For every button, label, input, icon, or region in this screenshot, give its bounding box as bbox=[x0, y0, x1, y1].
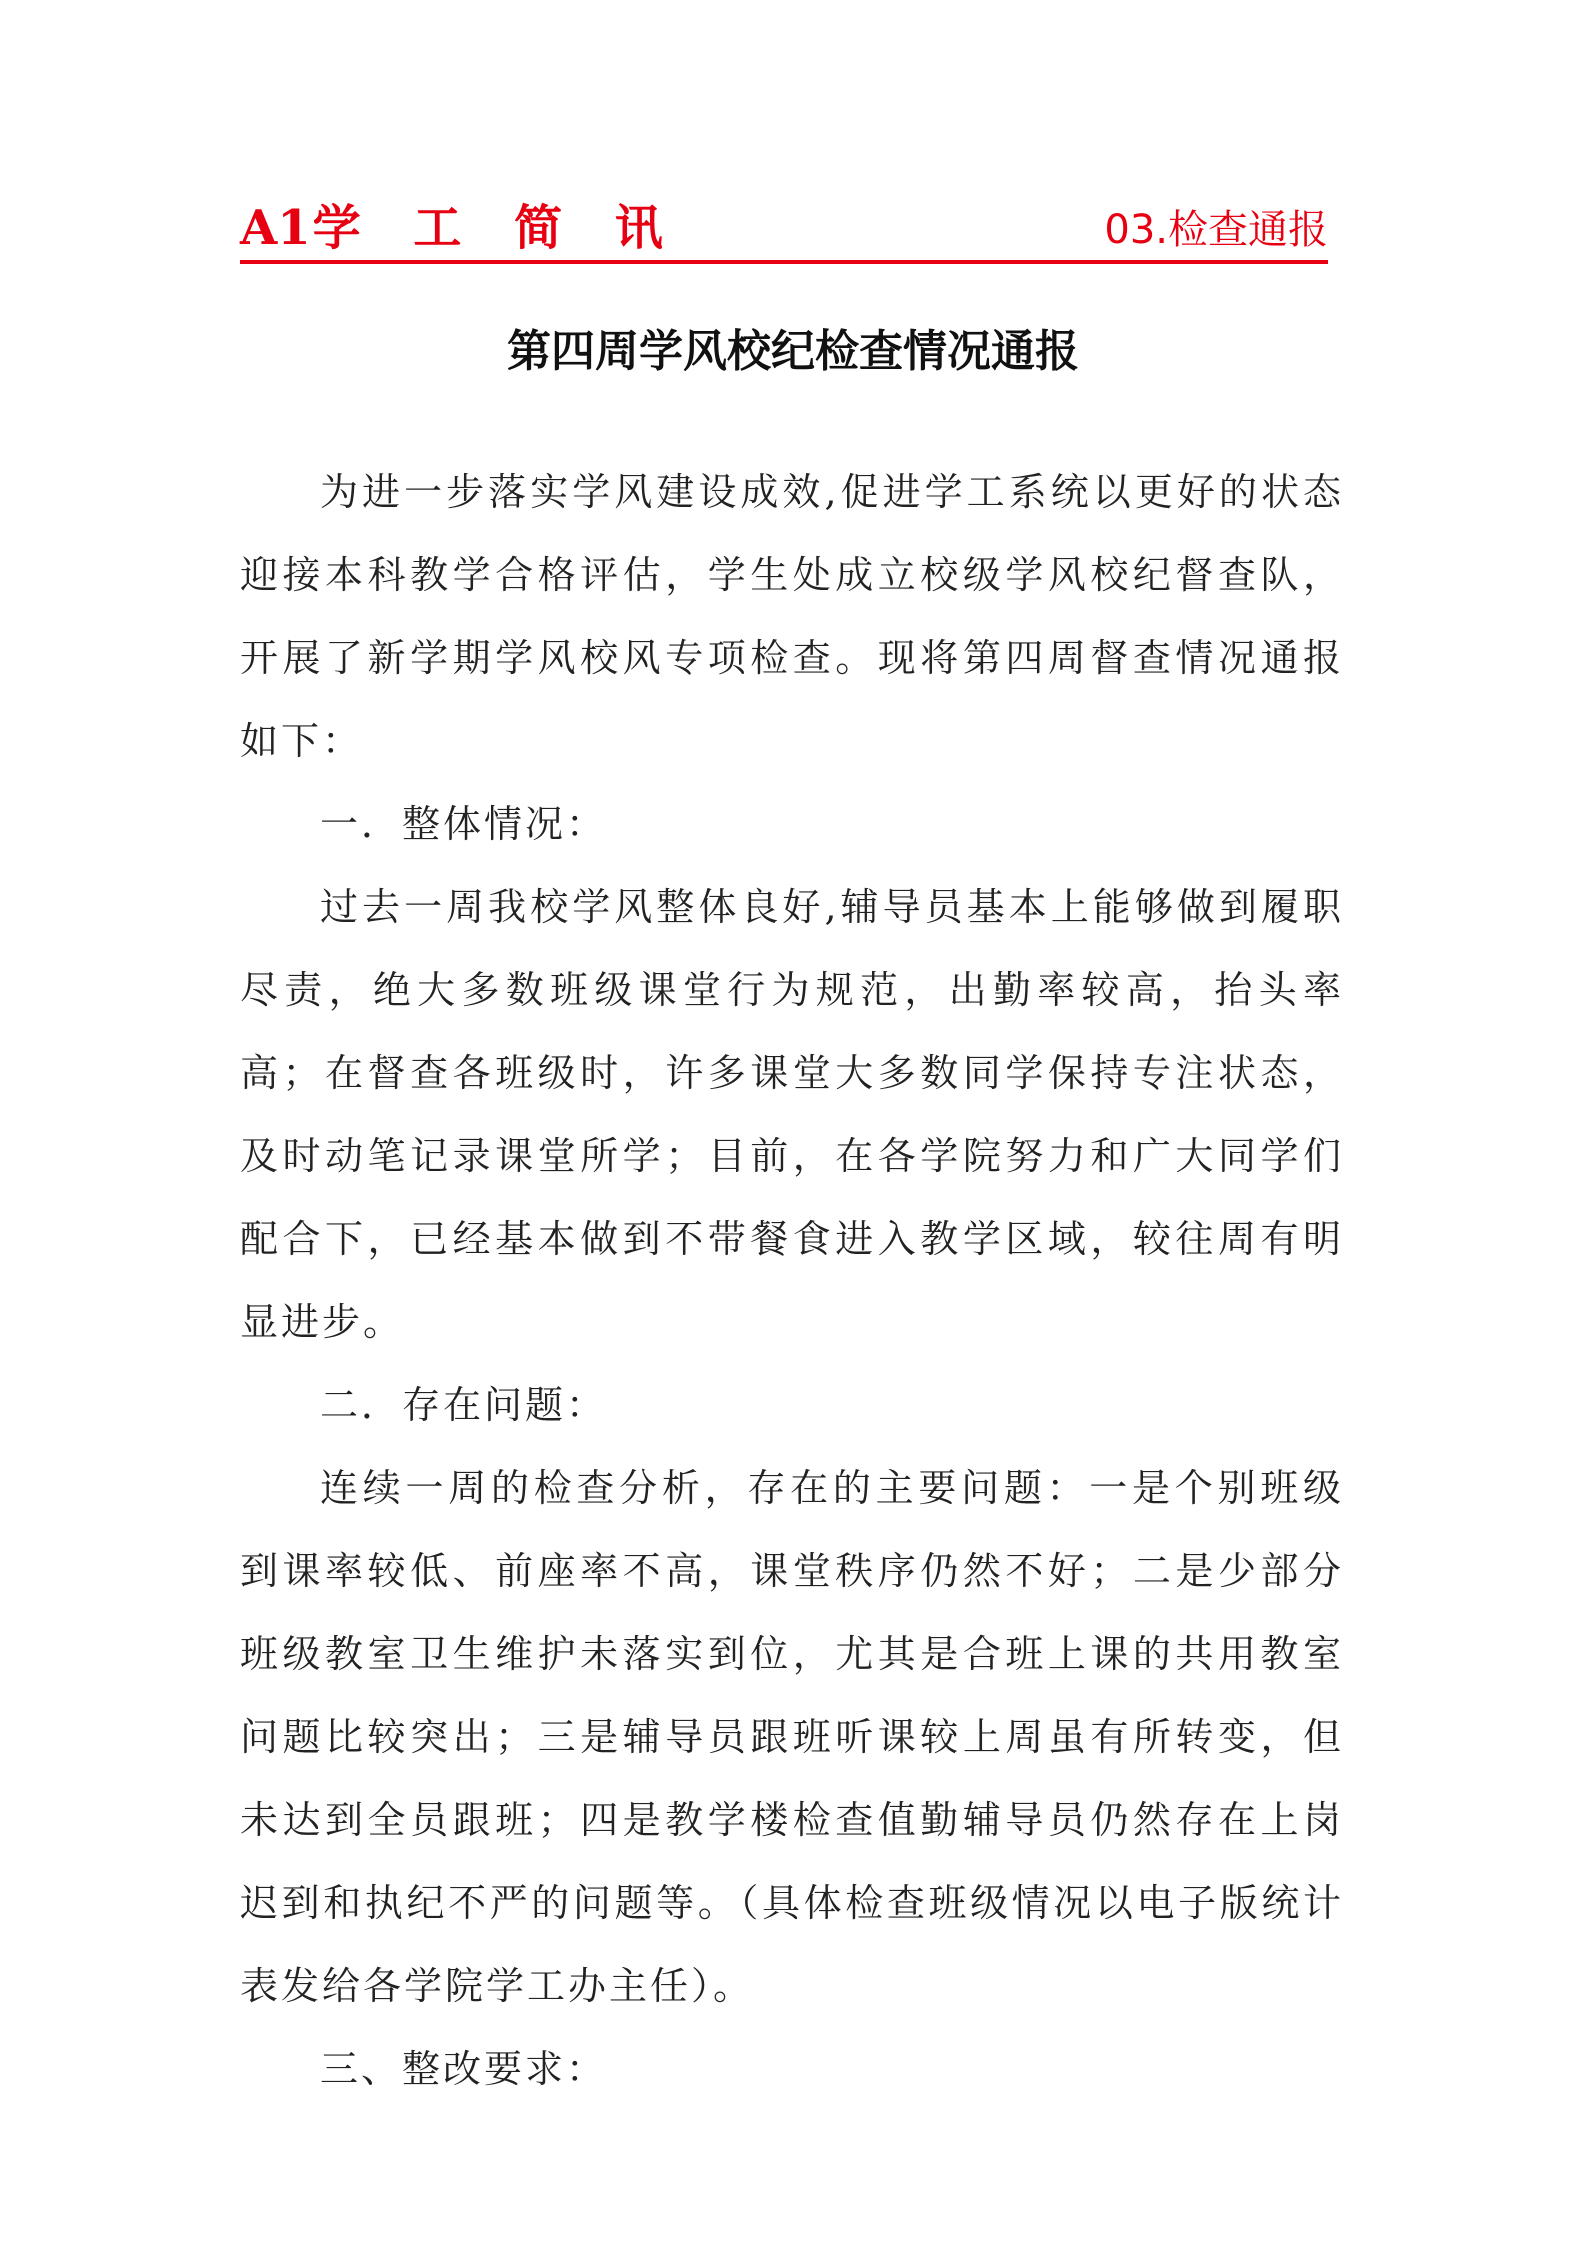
section-heading-overall: 一．整体情况： bbox=[320, 802, 608, 846]
problems-paragraph: 连续一周的检查分析，存在的主要问题：一是个别班级到课率较低、前座率不高，课堂秩序仍然不好；二是少部分班级教室卫生维护未落实到位，尤其是合班上课的共用教室问题比较突出；三是辅导员跟班听课较上周虽有所转变，但未达到全员跟班；四是教学楼检查值勤辅导员仍然存在上岗迟到和执纪不严的问题等。（具体检查班级情况以电子版统计表发给各学院学工办主任）。 bbox=[240, 1466, 1344, 2008]
newsletter-masthead bbox=[240, 198, 681, 258]
document-title: 第四周学风校纪检查情况通报 bbox=[507, 326, 1079, 377]
section-heading-problems: 二．存在问题： bbox=[320, 1383, 608, 1427]
section-label: 03.检查通报 bbox=[1104, 207, 1328, 253]
intro-paragraph: 为进一步落实学风建设成效,促进学工系统以更好的状态迎接本科教学合格评估，学生处成立校级学风校纪督查队，开展了新学期学风校风专项检查。现将第四周督查情况通报如下： bbox=[240, 470, 1344, 763]
overall-paragraph: 过去一周我校学风整体良好,辅导员基本上能够做到履职尽责，绝大多数班级课堂行为规范，出勤率较高，抬头率高；在督查各班级时，许多课堂大多数同学保持专注状态，及时动笔记录课堂所学；目前，在各学院努力和广大同学们配合下，已经基本做到不带餐食进入教学区域，较往周有明显进步。 bbox=[240, 885, 1344, 1344]
section-heading-requirements: 三、整改要求： bbox=[320, 2047, 608, 2091]
newsletter-title: 学 工 简 讯 bbox=[312, 200, 681, 256]
newsletter-header bbox=[240, 198, 1328, 264]
newsletter-brand: A1 bbox=[240, 200, 311, 256]
document-body bbox=[240, 451, 1344, 2111]
